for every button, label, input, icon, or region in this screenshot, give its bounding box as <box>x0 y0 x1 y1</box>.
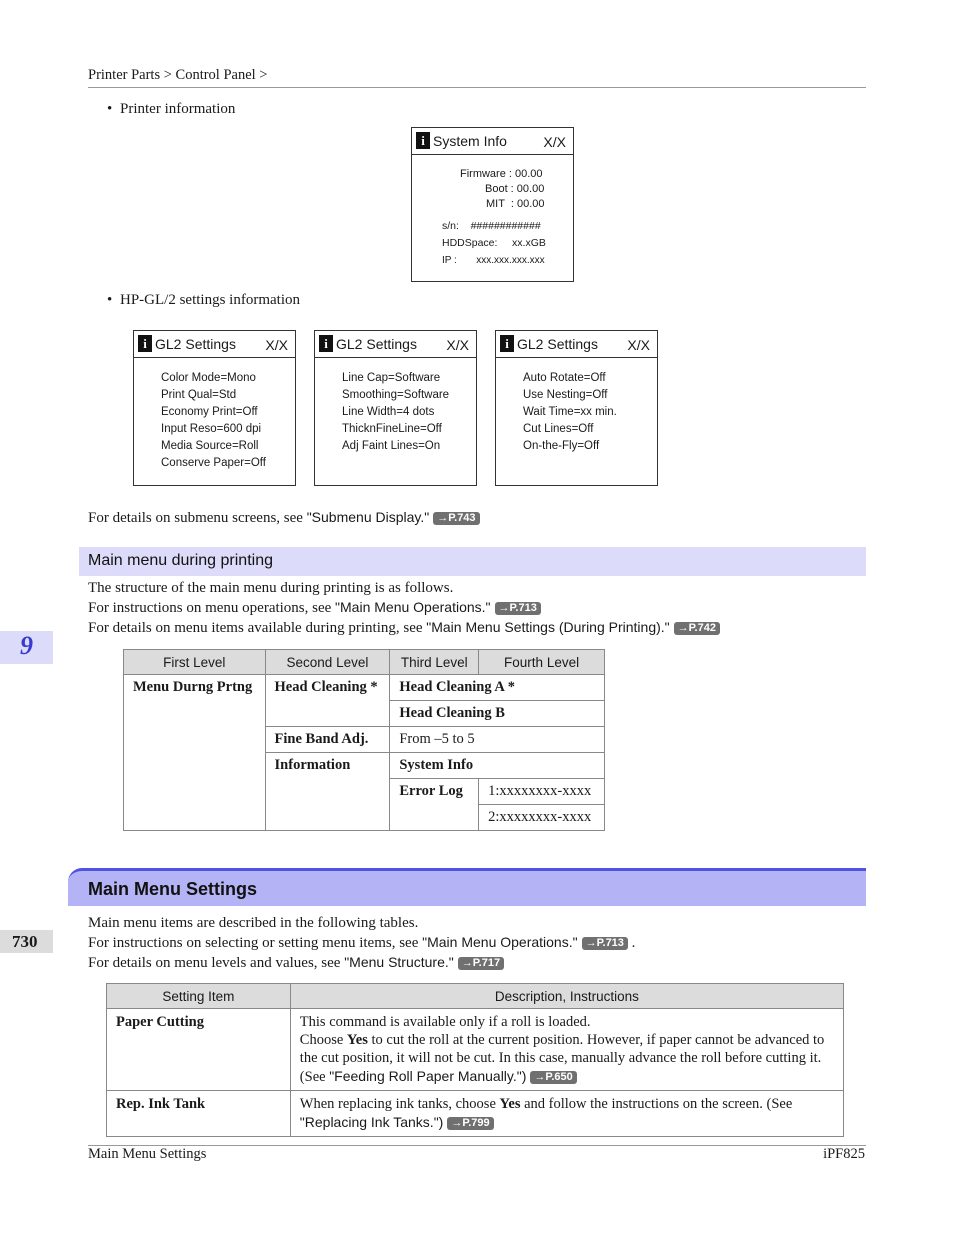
description-text: When replacing ink tanks, choose <box>299 1096 500 1112</box>
description-text: to cut the roll at the current position. However, if paper cannot be advanced to the cut position, it will not be cut. In this case, manually advance the roll before cutting it. (See <box>299 1032 825 1085</box>
panel-title: GL2 Settings <box>336 336 417 352</box>
description-bold: Yes <box>346 1032 368 1048</box>
value-cell: From –5 to 5 <box>390 727 605 753</box>
description-cell <box>290 1091 843 1137</box>
submenu-display-link[interactable]: "Submenu Display." <box>306 509 430 525</box>
info-icon: i <box>500 335 514 352</box>
panel-line: Line Cap=Software <box>342 372 441 384</box>
page-ref-button[interactable]: →P.650 <box>530 1071 576 1084</box>
section1-body <box>88 579 720 638</box>
boot-line: Boot : 00.00 <box>485 183 545 195</box>
main-menu-settings-during-printing-link[interactable]: "Main Menu Settings (During Printing)." <box>426 619 670 635</box>
info-icon: i <box>319 335 333 352</box>
system-info-panel <box>411 127 574 282</box>
description-line: This command is available only if a roll is loaded. <box>299 1014 591 1030</box>
second-level-cell: Information <box>265 753 390 831</box>
column-header: Fourth Level <box>479 650 605 675</box>
third-level-cell: Head Cleaning B <box>390 701 605 727</box>
description-cell <box>290 1009 843 1091</box>
gl2-panel-3 <box>495 330 658 486</box>
mit-line: MIT : 00.00 <box>486 198 545 210</box>
third-level-cell: System Info <box>390 753 605 779</box>
third-level-cell: Head Cleaning A * <box>390 675 605 701</box>
panel-header <box>412 128 573 155</box>
panel-header <box>134 331 295 358</box>
setting-item-cell: Rep. Ink Tank <box>107 1091 291 1137</box>
paragraph: The structure of the main menu during printing is as follows. <box>88 580 454 596</box>
footer-section-name: Main Menu Settings <box>88 1146 207 1162</box>
fourth-level-cell: 1:xxxxxxxx-xxxx <box>479 779 605 805</box>
page-ref-button[interactable]: →P.743 <box>433 512 479 525</box>
paragraph <box>88 933 635 953</box>
page-ref-button[interactable]: →P.713 <box>582 937 628 950</box>
second-level-cell: Fine Band Adj. <box>265 727 390 753</box>
footer-model-name: iPF825 <box>823 1146 865 1162</box>
column-header: Third Level <box>390 650 479 675</box>
paragraph: Main menu items are described in the following tables. <box>88 915 419 931</box>
main-menu-operations-link[interactable]: "Main Menu Operations." <box>335 599 491 615</box>
panel-title: System Info <box>433 133 507 149</box>
description-text: Choose <box>299 1032 347 1048</box>
column-header: First Level <box>124 650 266 675</box>
panel-title: GL2 Settings <box>517 336 598 352</box>
panel-line: Input Reso=600 dpi <box>161 423 262 435</box>
column-header: Second Level <box>265 650 390 675</box>
settings-table <box>106 983 844 1137</box>
panel-line: Cut Lines=Off <box>523 423 594 435</box>
section-title: Main menu during printing <box>88 552 273 569</box>
hdd-line: HDDSpace: xx.xGB <box>442 237 546 249</box>
section2-body <box>88 914 635 973</box>
paragraph <box>88 953 635 973</box>
description-line <box>300 1031 834 1086</box>
bullet-printer-information: • Printer information <box>120 101 235 118</box>
info-icon: i <box>416 132 430 149</box>
column-header: Description, Instructions <box>290 984 843 1009</box>
serial-line: s/n: ############ <box>442 220 541 232</box>
replacing-ink-tanks-link[interactable]: "Replacing Ink Tanks.") <box>299 1114 444 1130</box>
info-icon: i <box>138 335 152 352</box>
third-level-cell: Error Log <box>390 779 479 831</box>
paragraph <box>88 618 720 638</box>
menu-structure-table <box>123 649 605 831</box>
column-header: Setting Item <box>107 984 291 1009</box>
paragraph <box>88 598 720 618</box>
first-level-cell: Menu Durng Prtng <box>124 675 266 831</box>
description-text: and follow the instructions on the screen. (See <box>520 1096 793 1112</box>
paragraph-text: For instructions on menu operations, see <box>88 600 336 616</box>
panel-line: Print Qual=Std <box>161 389 237 401</box>
panel-line: Wait Time=xx min. <box>523 406 617 418</box>
ip-line: IP : xxx.xxx.xxx.xxx <box>442 255 545 266</box>
panel-line: On-the-Fly=Off <box>523 440 600 452</box>
page-number: 730 <box>12 932 38 951</box>
firmware-line: Firmware : 00.00 <box>460 168 543 180</box>
paragraph-text: For details on menu items available during printing, see <box>88 620 427 636</box>
chapter-tab <box>0 631 53 664</box>
panel-line: Economy Print=Off <box>161 406 258 418</box>
chapter-number: 9 <box>20 631 33 660</box>
panel-line: Use Nesting=Off <box>523 389 608 401</box>
section-title: Main Menu Settings <box>88 879 258 899</box>
page-number-tab <box>0 930 53 953</box>
panel-line: Line Width=4 dots <box>342 406 435 418</box>
description-bold: Yes <box>499 1096 521 1112</box>
section-header-main-menu-settings <box>68 868 866 906</box>
gl2-panel-1 <box>133 330 296 486</box>
feeding-roll-paper-link[interactable]: "Feeding Roll Paper Manually.") <box>329 1068 527 1084</box>
panel-header <box>315 331 476 358</box>
page-ref-button[interactable]: →P.717 <box>458 957 504 970</box>
main-menu-operations-link[interactable]: "Main Menu Operations." <box>422 934 578 950</box>
panel-line: Media Source=Roll <box>161 440 259 452</box>
paragraph-tail: . <box>627 935 636 951</box>
panel-line: Adj Faint Lines=On <box>342 440 441 452</box>
panel-title: GL2 Settings <box>155 336 236 352</box>
fourth-level-cell: 2:xxxxxxxx-xxxx <box>479 805 605 831</box>
breadcrumb: Printer Parts > Control Panel > <box>88 67 268 83</box>
paragraph-text: For instructions on selecting or setting menu items, see <box>88 935 423 951</box>
panel-header <box>496 331 657 358</box>
menu-structure-link[interactable]: "Menu Structure." <box>344 954 454 970</box>
page-ref-button[interactable]: →P.742 <box>674 622 720 635</box>
page-ref-button[interactable]: →P.713 <box>495 602 541 615</box>
panel-line: Color Mode=Mono <box>161 372 256 384</box>
paragraph-text: For details on menu levels and values, see <box>88 955 345 971</box>
submenu-note <box>88 509 480 527</box>
page-ref-button[interactable]: →P.799 <box>447 1117 493 1130</box>
panel-page: X/X <box>627 337 650 353</box>
panel-line: Smoothing=Software <box>342 389 450 401</box>
header-divider <box>88 87 866 88</box>
panel-page: X/X <box>543 134 566 150</box>
panel-line: Conserve Paper=Off <box>161 457 266 469</box>
note-text: For details on submenu screens, see <box>88 510 307 526</box>
gl2-panel-2 <box>314 330 477 486</box>
panel-line: Auto Rotate=Off <box>523 372 606 384</box>
panel-page: X/X <box>446 337 469 353</box>
bullet-hpgl2-settings: • HP-GL/2 settings information <box>120 292 300 309</box>
second-level-cell: Head Cleaning * <box>265 675 390 727</box>
panel-page: X/X <box>265 337 288 353</box>
panel-line: ThicknFineLine=Off <box>342 423 442 435</box>
setting-item-cell: Paper Cutting <box>107 1009 291 1091</box>
section-header-main-menu-during-printing <box>79 547 866 576</box>
